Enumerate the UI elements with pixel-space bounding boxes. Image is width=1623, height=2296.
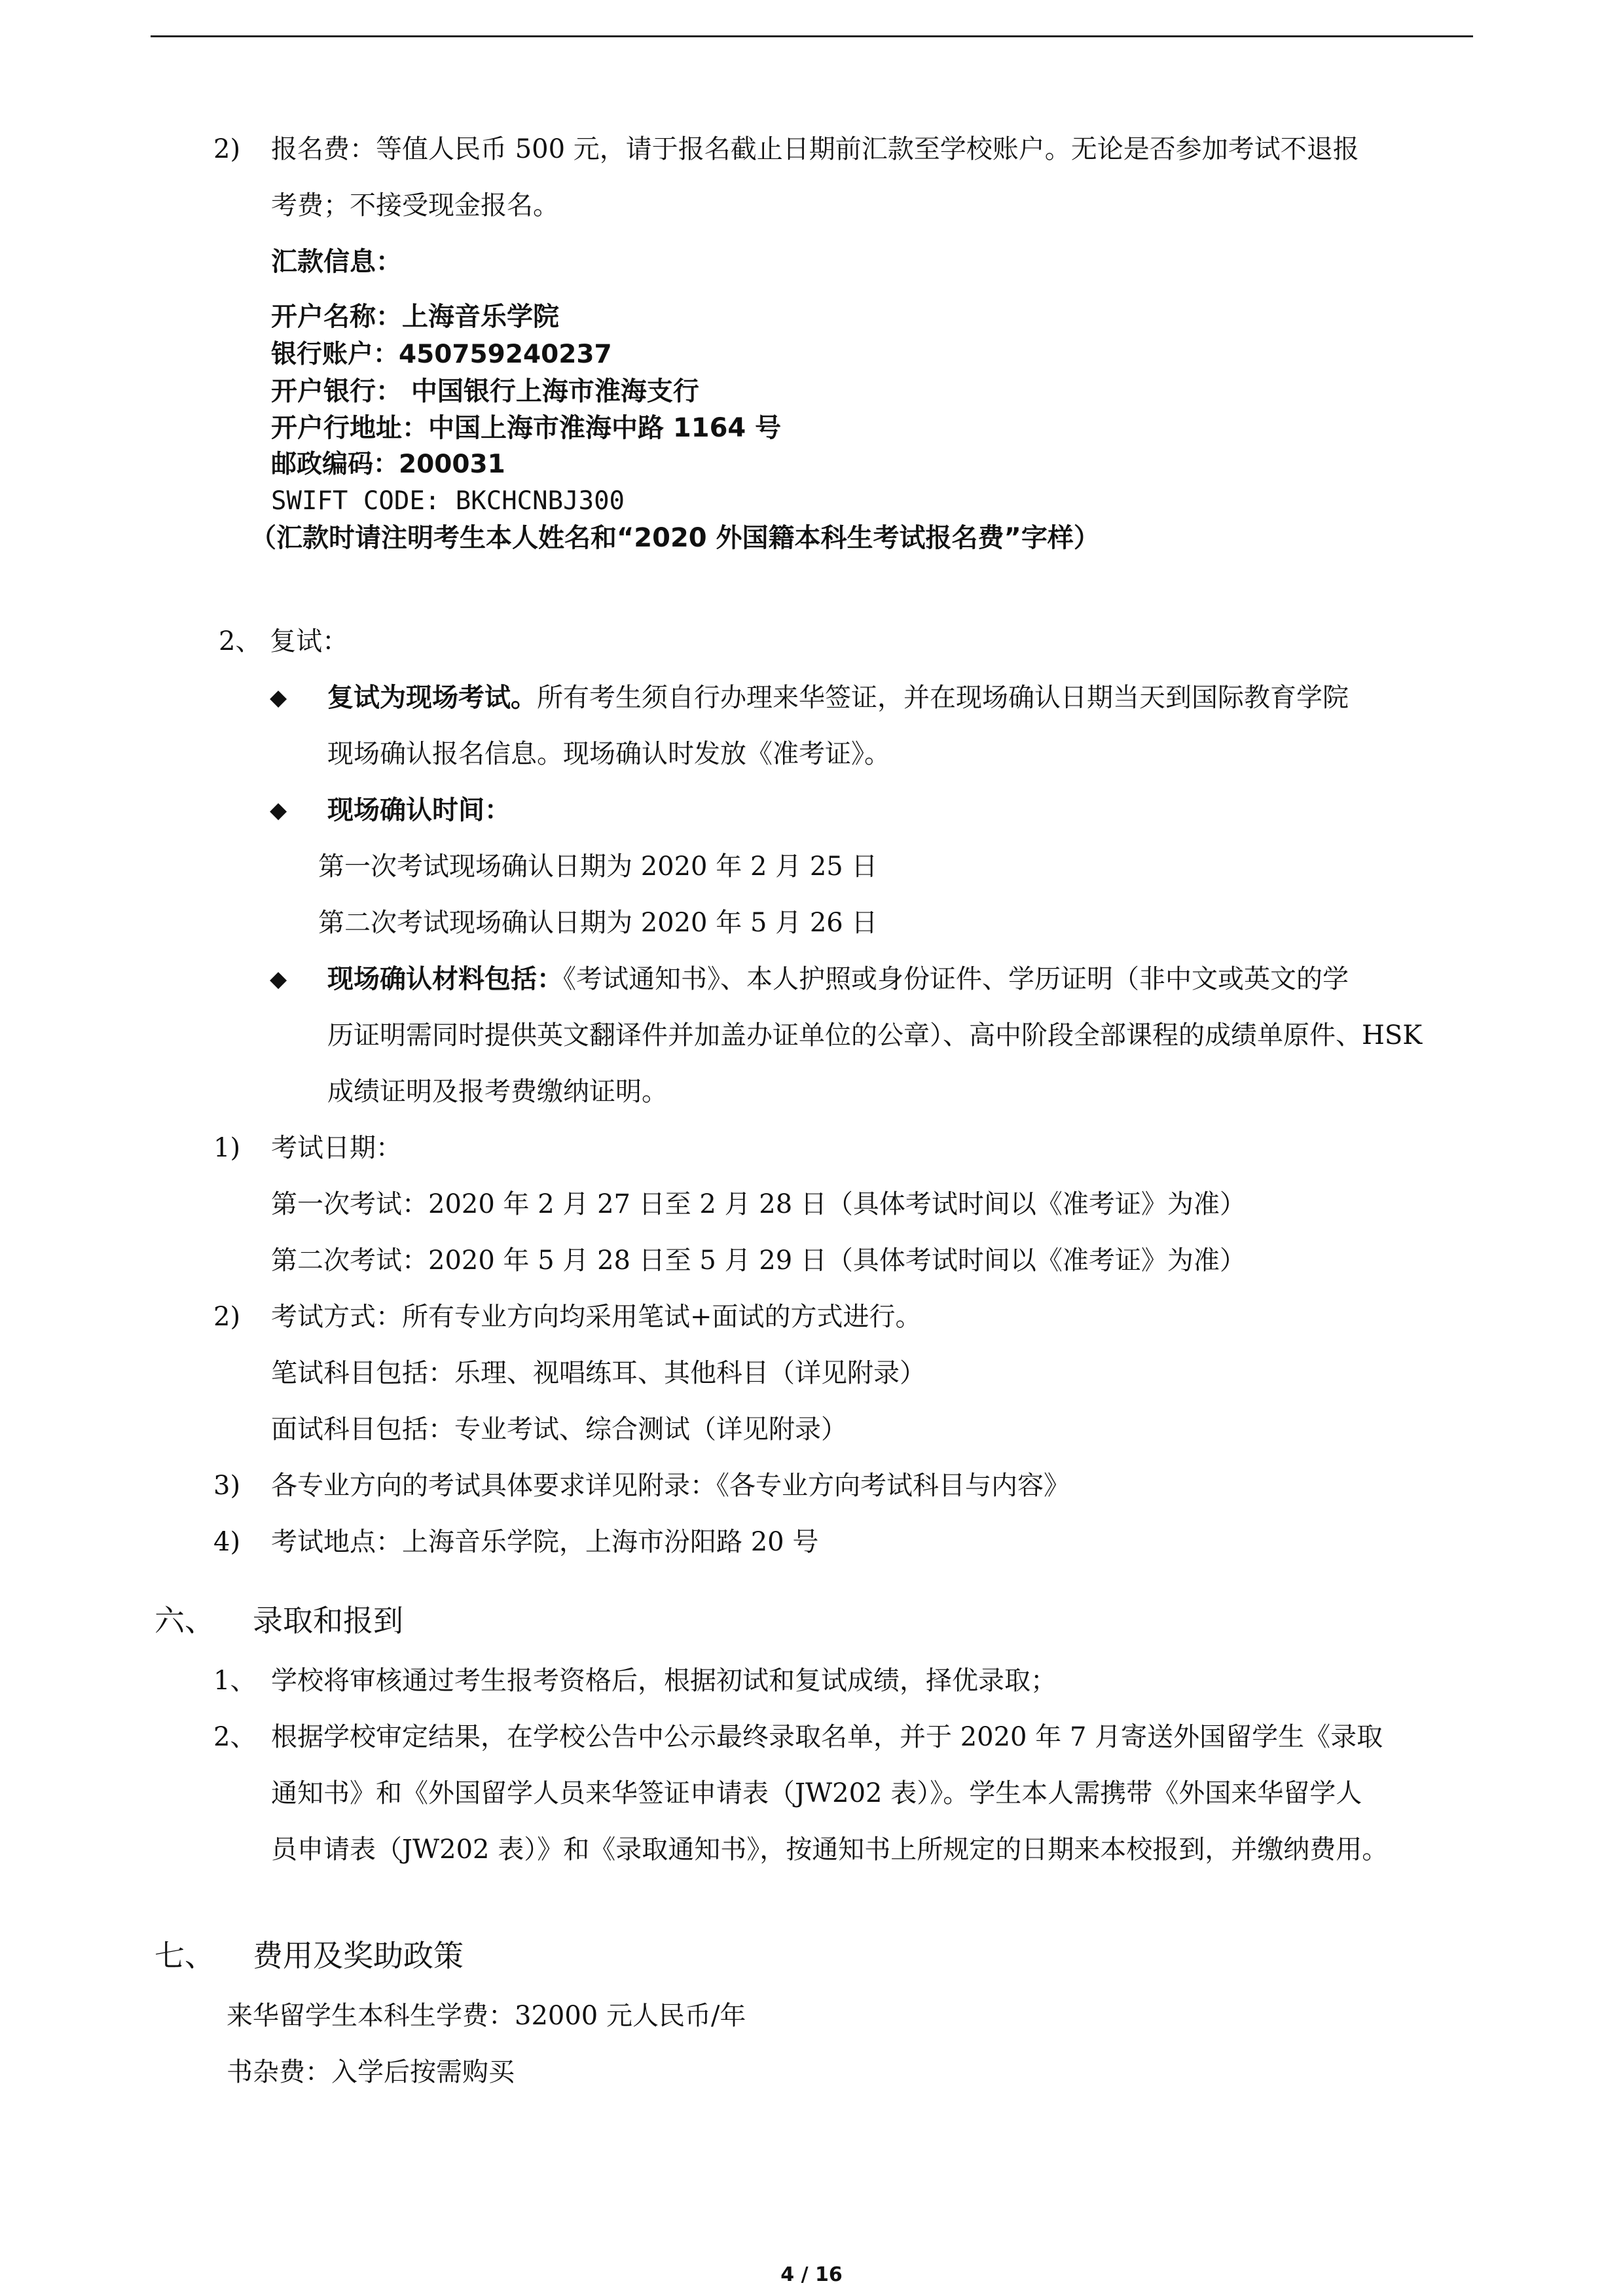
retest-bullet-3-cont: 历证明需同时提供英文翻译件并加盖办证单位的公章）、高中阶段全部课程的成绩单原件、HSK — [327, 1020, 1423, 1050]
fee-line: 考费；不接受现金报名。 — [271, 190, 559, 221]
bullet-lead: 现场确认材料包括： — [327, 964, 563, 994]
account-name: 开户名称：上海音乐学院 — [271, 302, 559, 332]
fee-line: 报名费：等值人民币 500 元，请于报名截止日期前汇款至学校账户。无论是否参加考试不退报 — [271, 134, 1359, 164]
item-number: 3) — [213, 1471, 241, 1501]
book-fee: 书杂费：入学后按需购买 — [227, 2057, 515, 2087]
retest-bullet-1-cont: 现场确认报名信息。现场确认时发放《准考证》。 — [327, 739, 890, 769]
written-subjects: 笔试科目包括：乐理、视唱练耳、其他科目（详见附录） — [271, 1358, 926, 1388]
swift-code: SWIFT CODE: BKCHCNBJ300 — [271, 486, 625, 516]
exam-method: 考试方式：所有专业方向均采用笔试+面试的方式进行。 — [271, 1302, 922, 1332]
confirm-date-second: 第二次考试现场确认日期为 2020 年 5 月 26 日 — [318, 908, 878, 938]
exam-location: 考试地点：上海音乐学院，上海市汾阳路 20 号 — [271, 1527, 819, 1557]
admission-p2-cont: 通知书》和《外国留学人员来华签证申请表（JW202 表）》。学生本人需携带《外国来华留学人 — [271, 1778, 1362, 1808]
item-number: 2) — [213, 1302, 241, 1332]
postcode: 邮政编码：200031 — [271, 450, 505, 479]
remit-title: 汇款信息： — [271, 247, 402, 277]
bank-name: 开户银行： 中国银行上海市淮海支行 — [271, 376, 699, 406]
interview-subjects: 面试科目包括：专业考试、综合测试（详见附录） — [271, 1414, 847, 1444]
bullet-lead: 复试为现场考试。 — [327, 683, 537, 713]
exam-date-second: 第二次考试：2020 年 5 月 28 日至 5 月 29 日（具体考试时间以《准考证》为准） — [271, 1246, 1246, 1276]
bullet-text: 《考试通知书》、本人护照或身份证件、学历证明（非中文或英文的学 — [563, 964, 1349, 994]
header-rule — [151, 35, 1473, 37]
page-number: 4 / 16 — [780, 2263, 843, 2286]
bank-address: 开户行地址：中国上海市淮海中路 1164 号 — [271, 413, 782, 443]
remit-note: （汇款时请注明考生本人姓名和“2020 外国籍本科生考试报名费”字样） — [250, 523, 1100, 553]
exam-requirements: 各专业方向的考试具体要求详见附录：《各专业方向考试科目与内容》 — [271, 1471, 1070, 1501]
exam-date-title: 考试日期： — [271, 1133, 402, 1163]
bullet-text: 所有考生须自行办理来华签证，并在现场确认日期当天到国际教育学院 — [537, 683, 1349, 713]
item-number: 1) — [213, 1133, 241, 1163]
account-number: 银行账户：450759240237 — [271, 340, 612, 369]
tuition-fee: 来华留学生本科生学费：32000 元人民币/年 — [227, 2001, 746, 2031]
retest-bullet-3-cont: 成绩证明及报考费缴纳证明。 — [327, 1077, 668, 1107]
retest-title: 2、 复试： — [219, 626, 349, 656]
admission-p1: 学校将审核通过考生报考资格后，根据初试和复试成绩，择优录取； — [271, 1666, 1057, 1696]
section-number: 七、 — [155, 1938, 215, 1973]
retest-bullet-1 — [327, 682, 1349, 713]
bullet-diamond-icon: ◆ — [270, 966, 287, 992]
item-number: 2) — [213, 134, 241, 164]
item-number: 2、 — [213, 1722, 257, 1752]
section-title: 录取和报到 — [253, 1603, 403, 1638]
confirm-date-first: 第一次考试现场确认日期为 2020 年 2 月 25 日 — [318, 852, 878, 882]
admission-p2: 根据学校审定结果，在学校公告中公示最终录取名单，并于 2020 年 7 月寄送外国留学生《录取 — [271, 1722, 1383, 1752]
bullet-diamond-icon: ◆ — [270, 685, 287, 711]
admission-p2-cont: 员申请表（JW202 表）》和《录取通知书》，按通知书上所规定的日期来本校报到，并缴纳费用。 — [271, 1835, 1389, 1865]
bullet-diamond-icon: ◆ — [270, 797, 287, 823]
section-title: 费用及奖助政策 — [253, 1938, 464, 1973]
item-number: 1、 — [213, 1666, 257, 1696]
exam-date-first: 第一次考试：2020 年 2 月 27 日至 2 月 28 日（具体考试时间以《准考证》为准） — [271, 1189, 1246, 1219]
bullet-lead: 现场确认时间： — [327, 795, 511, 825]
retest-bullet-3 — [327, 963, 1349, 995]
section-number: 六、 — [155, 1603, 215, 1638]
item-number: 4) — [213, 1527, 241, 1557]
